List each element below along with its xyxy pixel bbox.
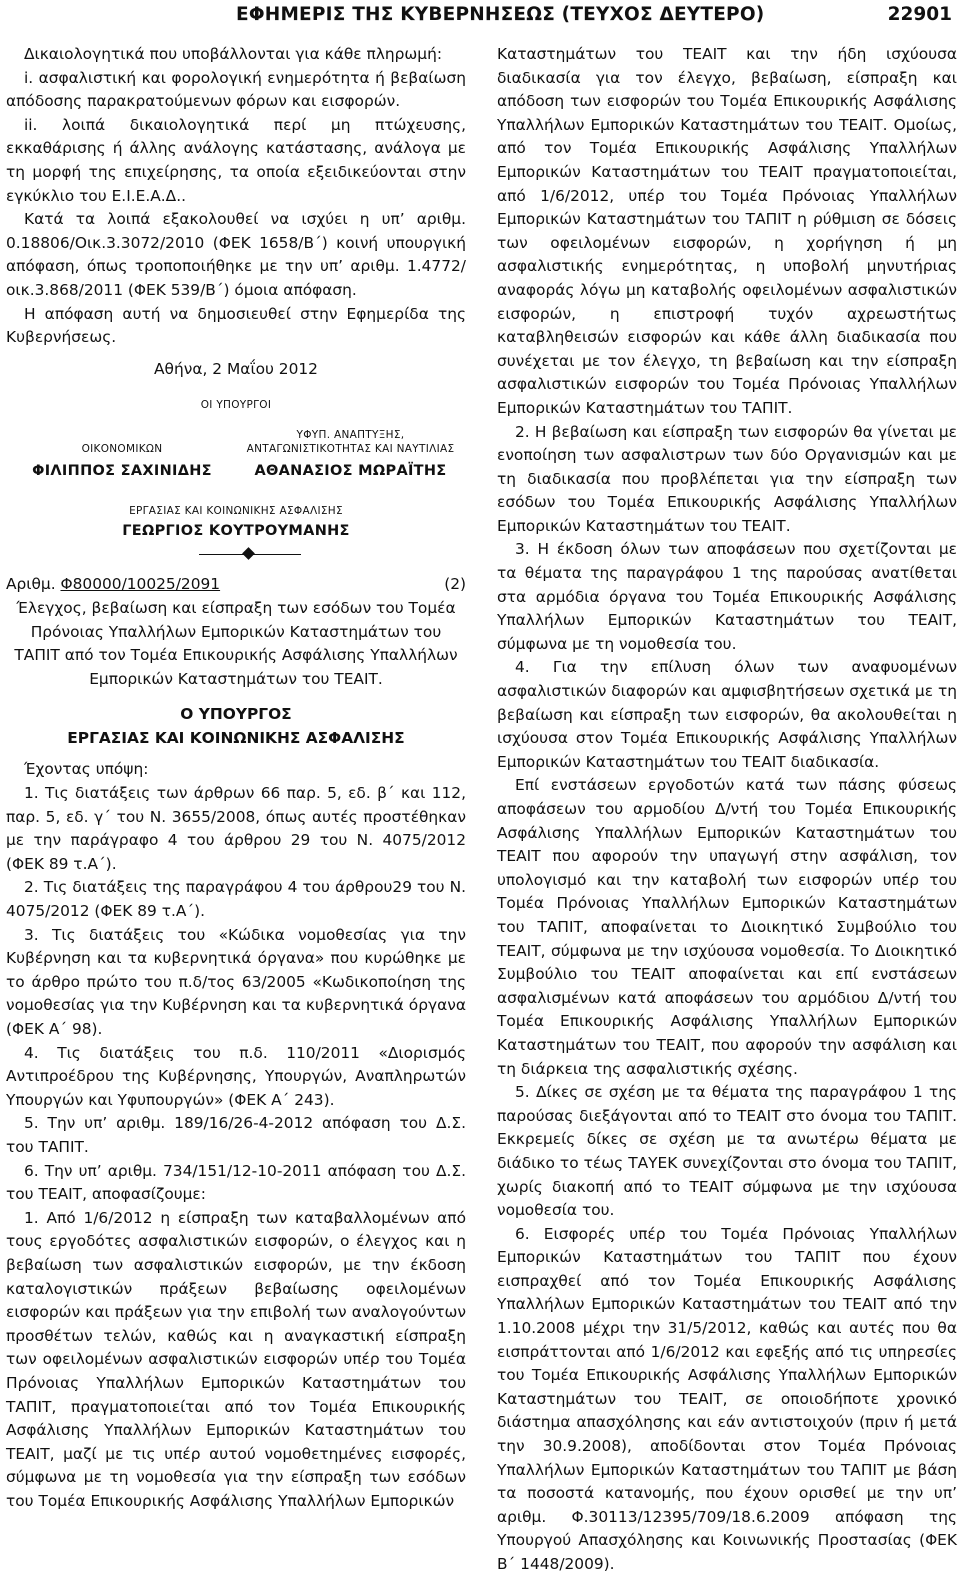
- decision-article-3: 3. Η έκδοση όλων των αποφάσεων που σχετίζονται με τα θέματα της παραγράφου 1 της παρούσας ανατίθεται στα αρμόδια όργανα του Τομέα Επικουρικής Ασφάλισης Υπαλλήλων Εμπορικών Καταστημάτων του ΤΕΑΙΤ, σύμφωνα με τη νομοθεσία του.: [497, 540, 957, 653]
- decision-sequence: (2): [444, 575, 466, 594]
- decision-number-row: [6, 573, 466, 597]
- finance-minister-name: ΦΙΛΙΠΠΟΣ ΣΑΧΙΝΙΔΗΣ: [32, 462, 212, 479]
- consideration-5: 5. Την υπ’ αριθμ. 189/16/26-4-2012 απόφαση του Δ.Σ. του ΤΑΠΙΤ.: [6, 1114, 466, 1156]
- decision-article-4: 4. Για την επίλυση όλων των αναφυομένων ασφαλιστικών διαφορών και αμφισβητήσεων σχετικά με τη βεβαίωση και είσπραξη των εισφορών, θα ακολουθείται η ισχύουσα στον Τομέα Επικουρικής Ασφάλισης Υπαλλήλων Εμπορικών Καταστημάτων του ΤΕΑΙΤ διαδικασία.: [497, 658, 957, 771]
- decision-article-2: 2. Η βεβαίωση και είσπραξη των εισφορών θα γίνεται με ενοποίηση των ασφαλιστρων των δύο Οργανισμών και με τη διαδικασία που προβλέπεται για την είσπραξη των εσόδων του Τομέα Επικουρικής Ασφάλισης Υπαλλήλων Εμπορικών Καταστημάτων του ΤΕΑΙΤ.: [497, 422, 957, 535]
- decision-number-prefix: Αριθμ.: [6, 575, 61, 594]
- paragraph: Επί ενστάσεων εργοδοτών κατά των πάσης φύσεως αποφάσεων του αρμοδίου Δ/ντή του Τομέα Επικουρικής Ασφάλισης Υπαλλήλων Εμπορικών Καταστημάτων του ΤΕΑΙΤ που αφορούν την υπαγωγή στην ασφάλιση, τον υπολογισμό και την καταβολή των εισφορών υπέρ του Τομέα Πρόνοιας Υπαλλήλων Εμπορικών Καταστημάτων του ΤΑΠΙΤ, αποφαίνεται το Διοικητικό Συμβούλιο του ΤΕΑΙΤ, σύμφωνα με την ισχύουσα νομοθεσία. Το Διοικητικό Συμβούλιο του ΤΕΑΙΤ αποφαίνεται και επί ενστάσεων ασφαλισμένων κατά αποφάσεων του αρμόδιου Δ/ντή του Τομέα Επικουρικής Ασφάλισης Υπαλλήλων Εμπορικών Καταστημάτων του ΤΕΑΙΤ, που αφορούν την ασφάλιση και τη διάρκεια της ασφαλιστικής σχέσης.: [497, 776, 957, 1078]
- consideration-4: 4. Τις διατάξεις του π.δ. 110/2011 «Διορισμός Αντιπροέδρου της Κυβέρνησης, Υπουργών, Αναπληρωτών Υπουργών και Υφυπουργών» (ΦΕΚ Α΄ 243).: [6, 1043, 466, 1109]
- finance-ministry: ΟΙΚΟΝΟΜΙΚΩΝ: [81, 442, 163, 455]
- dev-ministry-line1: ΥΦΥΠ. ΑΝΑΠΤΥΞΗΣ,: [296, 428, 405, 441]
- consideration-2: 2. Τις διατάξεις της παραγράφου 4 του άρθρου29 του Ν. 4075/2012 (ΦΕΚ 89 τ.Α΄).: [6, 878, 466, 921]
- paragraph: Κατά τα λοιπά εξακολουθεί να ισχύει η υπ’ αριθμ. 0.18806/Οικ.3.3072/2010 (ΦΕΚ 1658/Β΄) κοινή υπουργική απόφαση, όπως τροποποιήθηκε με την υπ’ αριθμ. 1.4772/οικ.3.868/2011 (ΦΕΚ 539/Β΄) όμοια απόφαση.: [6, 210, 466, 299]
- minister-heading: Ο ΥΠΟΥΡΓΟΣ: [180, 705, 292, 724]
- ministers-label: ΟΙ ΥΠΟΥΡΓΟΙ: [200, 398, 272, 411]
- decision-article-6: 6. Εισφορές υπέρ του Τομέα Πρόνοιας Υπαλλήλων Εμπορικών Καταστημάτων του ΤΑΠΙΤ που έχουν εισπραχθεί από τον Τομέα Επικουρικής Ασφάλισης Υπαλλήλων Εμπορικών Καταστημάτων του ΤΕΑΙΤ από την 1.10.2008 μέχρι την 31/5/2012, καθώς και αυτές που θα εισπράττονται από 1/6/2012 και εφεξής από τις υπηρεσίες του Τομέα Επικουρικής Ασφάλισης Υπαλλήλων Εμπορικών Καταστημάτων του ΤΕΑΙΤ, σε οποιοδήποτε χρονικό διάστημα απασχόλησης και εάν αντιστοιχούν (πριν ή μετά την 30.9.2008), αποδίδονται στον Τομέα Πρόνοιας Υπαλλήλων Εμπορικών Καταστημάτων του ΤΑΠΙΤ με βάση τα ποσοστά κατανομής, που έχουν ορισθεί με την υπ’ αριθμ. Φ.30113/12395/709/18.6.2009 απόφαση της Υπουργού Απασχόλησης και Κοινωνικής Προστασίας (ΦΕΚ Β΄ 1448/2009).: [497, 1224, 957, 1573]
- right-column: [497, 43, 957, 1577]
- section-divider: [6, 543, 466, 567]
- decision-article-5: 5. Δίκες σε σχέση με τα θέματα της παραγράφου 1 της παρούσας διεξάγονται από το ΤΕΑΙΤ στο όνομα του ΤΑΠΙΤ. Εκκρεμείς δίκες σε σχέση με τα ανωτέρω θέματα με διάδικο το τέως ΤΑΥΕΚ συνεχίζονται στο όνομα του ΤΑΠΙΤ, χωρίς διακοπή από το ΤΕΑΙΤ σύμφωνα με την ισχύουσα νομοθεσία του.: [497, 1083, 957, 1220]
- signature-block: [6, 352, 466, 522]
- page-header: [0, 0, 960, 36]
- left-column: [6, 43, 466, 1513]
- labour-ministry: ΕΡΓΑΣΙΑΣ ΚΑΙ ΚΟΙΝΩΝΙΚΗΣ ΑΣΦΑΛΙΣΗΣ: [129, 504, 343, 517]
- paragraph: i. ασφαλιστική και φορολογική ενημερότητα ή βεβαίωση απόδοσης παρακρατούμενων φόρων και εισφορών.: [6, 68, 466, 111]
- diamond-icon: [242, 547, 255, 560]
- decision-title: Έλεγχος, βεβαίωση και είσπραξη των εσόδων του Τομέα Πρόνοιας Υπαλλήλων Εμπορικών Καταστημάτων του ΤΑΠΙΤ από τον Τομέα Επικουρικής Ασφάλισης Υπαλλήλων Εμπορικών Καταστημάτων του ΤΕΑΙΤ.: [14, 598, 458, 688]
- paragraph: ii. λοιπά δικαιολογητικά περί μη πτώχευσης, εκκαθάρισης ή άλλης ανάλογης κατάστασης, ανάλογα με τη μορφή της επιχείρησης, τα οποία εξειδικεύονται στην εγκύκλιο του Ε.Ι.Ε.Α.Δ..: [6, 115, 466, 205]
- page-number: 22901: [887, 4, 952, 25]
- decision-article-1: 1. Από 1/6/2012 η είσπραξη των καταβαλλομένων από τους εργοδότες ασφαλιστικών εισφορών, ο έλεγχος και η βεβαίωση των ασφαλιστικών εισφορών, με την έκδοση καταλογιστικών πράξεων βεβαίωσης οφειλομένων εισφορών και πράξεων για την επιβολή των αναλογούντων προσθέτων τελών, καθώς και η αναγκαστική είσπραξη των οφειλομένων ασφαλιστικών εισφορών υπέρ του Τομέα Πρόνοιας Υπαλλήλων Εμπορικών Καταστημάτων του ΤΑΠΙΤ, πραγματοποιείται από τον Τομέα Επικουρικής Ασφάλισης Υπαλλήλων Εμπορικών Καταστημάτων του ΤΕΑΙΤ, μαζί με τις υπέρ αυτού νομοθετημένες εισφορές, σύμφωνα με τη νομοθεσία για την είσπραξη των εσόδων του Τομέα Επικουρικής Ασφάλισης Υπαλλήλων Εμπορικών: [6, 1208, 466, 1510]
- consideration-6: 6. Την υπ’ αριθμ. 734/151/12-10-2011 απόφαση του Δ.Σ. του ΤΕΑΙΤ, αποφασίζουμε:: [6, 1161, 466, 1204]
- having-in-mind: Έχοντας υπόψη:: [24, 760, 149, 779]
- dev-minister-name: ΑΘΑΝΑΣΙΟΣ ΜΩΡΑΪΤΗΣ: [254, 462, 447, 479]
- gazette-title: ΕΦΗΜΕΡΙΣ ΤΗΣ ΚΥΒΕΡΝΗΣΕΩΣ (ΤΕΥΧΟΣ ΔΕΥΤΕΡΟ): [236, 4, 765, 25]
- minister-heading-ministry: ΕΡΓΑΣΙΑΣ ΚΑΙ ΚΟΙΝΩΝΙΚΗΣ ΑΣΦΑΛΙΣΗΣ: [67, 728, 405, 747]
- dev-ministry-line2: ΑΝΤΑΓΩΝΙΣΤΙΚΟΤΗΤΑΣ ΚΑΙ ΝΑΥΤΙΛΙΑΣ: [246, 442, 455, 455]
- paragraph: Η απόφαση αυτή να δημοσιευθεί στην Εφημερίδα της Κυβερνήσεως.: [6, 304, 466, 347]
- consideration-1: 1. Τις διατάξεις των άρθρων 66 παρ. 5, εδ. β΄ και 112, παρ. 5, εδ. γ΄ του Ν. 3655/2008, όπως αυτές προστέθηκαν με την παράγραφο 4 του άρθρου 29 του Ν. 4075/2012 (ΦΕΚ 89 τ.Α΄).: [6, 784, 466, 873]
- place-date: Αθήνα, 2 Μαΐου 2012: [154, 359, 318, 378]
- labour-minister-name: ΓΕΩΡΓΙΟΣ ΚΟΥΤΡΟΥΜΑΝΗΣ: [122, 522, 350, 539]
- paragraph: Καταστημάτων του ΤΕΑΙΤ και την ήδη ισχύουσα διαδικασία για τον έλεγχο, βεβαίωση, είσπραξη και απόδοση των εισφορών του Τομέα Επικουρικής Ασφάλισης Υπαλλήλων Εμπορικών Καταστημάτων του ΤΕΑΙΤ. Ομοίως, από τον Τομέα Επικουρικής Ασφάλισης Υπαλλήλων Εμπορικών Καταστημάτων του ΤΕΑΙΤ πραγματοποιείται, από 1/6/2012, υπέρ του Τομέα Πρόνοιας Υπαλλήλων Εμπορικών Καταστημάτων του ΤΑΠΙΤ η ρύθμιση σε δόσεις των οφειλομένων εισφορών, η χορήγηση ή μη ασφαλιστικής ενημερότητας, η υποβολή μηνυτήριας αναφοράς λόγω μη καταβολής οφειλομένων ασφαλιστικών εισφορών, η επιστροφή τυχόν αχρεωστήτως καταβληθεισών εισφορών και κάθε άλλη διαδικασία που συνέχεται με τον έλεγχο, τη βεβαίωση και την είσπραξη ασφαλιστικών εισφορών του Τομέα Πρόνοιας Υπαλλήλων Εμπορικών Καταστημάτων του ΤΑΠΙΤ.: [497, 45, 957, 417]
- decision-number: Φ80000/10025/2091: [60, 575, 221, 594]
- consideration-3: 3. Τις διατάξεις του «Κώδικα νομοθεσίας για την Κυβέρνηση και τα κυβερνητικά όργανα» που κυρώθηκε με το άρθρο πρώτο του π.δ/τος 63/2005 «Κωδικοποίηση της νομοθεσίας για την Κυβέρνηση και τα κυβερνητικά όργανα (ΦΕΚ Α΄ 98).: [6, 925, 466, 1038]
- paragraph: Δικαιολογητικά που υποβάλλονται για κάθε πληρωμή:: [24, 45, 443, 63]
